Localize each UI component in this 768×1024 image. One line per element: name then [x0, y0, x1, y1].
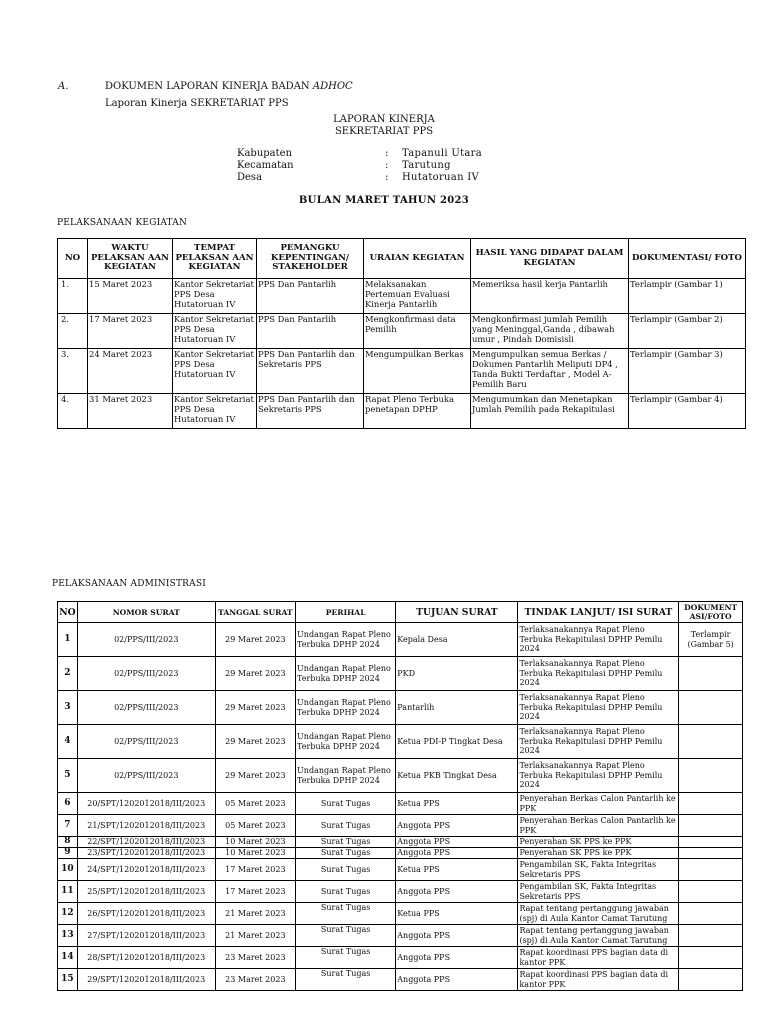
- cell-dokumentasi: [679, 815, 743, 837]
- info-colon: :: [385, 148, 389, 159]
- cell-tindak-lanjut: Terlaksanakannya Rapat Pleno Terbuka Rekapitulasi DPHP Pemilu 2024: [518, 623, 679, 657]
- cell-tanggal-surat: 21 Maret 2023: [215, 903, 295, 925]
- info-value: Tarutung: [402, 160, 451, 171]
- cell-tindak-lanjut: Terlaksanakannya Rapat Pleno Terbuka Rekapitulasi DPHP Pemilu 2024: [518, 691, 679, 725]
- cell-tujuan-surat: Kepala Desa: [396, 623, 518, 657]
- table-header-row: [58, 239, 746, 279]
- cell-dokumentasi: Terlampir (Gambar 1): [629, 279, 746, 314]
- column-header: TANGGAL SURAT: [215, 602, 295, 623]
- column-header: DOKUMENT ASI/FOTO: [679, 602, 743, 623]
- cell-dokumentasi: [679, 848, 743, 859]
- table-row: [58, 349, 746, 394]
- column-header: PEMANGKU KEPENTINGAN/ STAKEHOLDER: [257, 239, 364, 279]
- cell-tindak-lanjut: Terlaksanakannya Rapat Pleno Terbuka Rekapitulasi DPHP Pemilu 2024: [518, 759, 679, 793]
- cell-tanggal-surat: 29 Maret 2023: [215, 691, 295, 725]
- cell-tindak-lanjut: Rapat koordinasi PPS bagian data di kantor PPK: [518, 969, 679, 991]
- cell-tindak-lanjut: Rapat tentang pertanggung jawaban (spj) di Aula Kantor Camat Tarutung: [518, 903, 679, 925]
- cell-no: 13: [58, 925, 78, 947]
- cell-nomor-surat: 02/PPS/III/2023: [77, 759, 215, 793]
- cell-tindak-lanjut: Penyerahan Berkas Calon Pantarlih ke PPK: [518, 793, 679, 815]
- table-row: [58, 279, 746, 314]
- cell-nomor-surat: 23/SPT/1202012018/III/2023: [77, 848, 215, 859]
- cell-waktu: 17 Maret 2023: [88, 314, 173, 349]
- table-row: [58, 394, 746, 429]
- cell-perihal: Surat Tugas: [296, 793, 396, 815]
- cell-tujuan-surat: Ketua PPS: [396, 859, 518, 881]
- cell-tanggal-surat: 29 Maret 2023: [215, 759, 295, 793]
- cell-dokumentasi: [679, 691, 743, 725]
- cell-tujuan-surat: Ketua PKB Tingkat Desa: [396, 759, 518, 793]
- cell-tempat: Kantor Sekretariat PPS Desa Hutatoruan IV: [173, 394, 257, 429]
- cell-hasil: Memeriksa hasil kerja Pantarlih: [471, 279, 629, 314]
- cell-nomor-surat: 21/SPT/1202012018/III/2023: [77, 815, 215, 837]
- column-header: TINDAK LANJUT/ ISI SURAT: [518, 602, 679, 623]
- center-subtitle: SEKRETARIAT PPS: [334, 126, 434, 137]
- cell-no: 2: [58, 657, 78, 691]
- cell-nomor-surat: 28/SPT/1202012018/III/2023: [77, 947, 215, 969]
- cell-no: 3.: [58, 349, 88, 394]
- cell-perihal: Undangan Rapat Pleno Terbuka DPHP 2024: [296, 623, 396, 657]
- cell-dokumentasi: [679, 903, 743, 925]
- cell-nomor-surat: 22/SPT/1202012018/III/2023: [77, 837, 215, 848]
- center-title: LAPORAN KINERJA: [333, 114, 435, 125]
- cell-dokumentasi: [679, 969, 743, 991]
- table-header-row: [58, 602, 743, 623]
- cell-no: 10: [58, 859, 78, 881]
- cell-tujuan-surat: Anggota PPS: [396, 848, 518, 859]
- cell-tanggal-surat: 05 Maret 2023: [215, 815, 295, 837]
- info-row: [237, 148, 557, 160]
- cell-dokumentasi: Terlampir (Gambar 2): [629, 314, 746, 349]
- cell-tujuan-surat: PKD: [396, 657, 518, 691]
- cell-tujuan-surat: Anggota PPS: [396, 947, 518, 969]
- cell-tanggal-surat: 10 Maret 2023: [215, 848, 295, 859]
- table-row: [58, 725, 743, 759]
- location-info: [237, 148, 557, 188]
- info-row: [237, 160, 557, 172]
- info-value: Tapanuli Utara: [402, 148, 483, 159]
- report-subtitle: Laporan Kinerja SEKRETARIAT PPS: [105, 98, 289, 109]
- cell-perihal: Undangan Rapat Pleno Terbuka DPHP 2024: [296, 759, 396, 793]
- cell-tempat: Kantor Sekretariat PPS Desa Hutatoruan IV: [173, 349, 257, 394]
- cell-dokumentasi: [679, 881, 743, 903]
- cell-pemangku: PPS Dan Pantarlih: [257, 279, 364, 314]
- table-row: [58, 759, 743, 793]
- info-label: Kabupaten: [237, 148, 293, 159]
- cell-uraian: Melaksanakan Pertemuan Evaluasi Kinerja Pantarlih: [364, 279, 471, 314]
- table-row: [58, 848, 743, 859]
- cell-tujuan-surat: Ketua PPS: [396, 793, 518, 815]
- cell-dokumentasi: Terlampir (Gambar 3): [629, 349, 746, 394]
- section-letter: A.: [58, 81, 69, 92]
- cell-tanggal-surat: 23 Maret 2023: [215, 947, 295, 969]
- cell-tanggal-surat: 17 Maret 2023: [215, 859, 295, 881]
- cell-perihal: Surat Tugas: [296, 969, 396, 991]
- column-header: DOKUMENTASI/ FOTO: [629, 239, 746, 279]
- cell-pemangku: PPS Dan Pantarlih dan Sekretaris PPS: [257, 349, 364, 394]
- table-row: [58, 925, 743, 947]
- cell-tanggal-surat: 29 Maret 2023: [215, 623, 295, 657]
- cell-no: 4: [58, 725, 78, 759]
- cell-no: 15: [58, 969, 78, 991]
- kegiatan-table: [57, 238, 746, 429]
- kegiatan-heading: PELAKSANAAN KEGIATAN: [57, 218, 188, 228]
- cell-hasil: Mengumumkan dan Menetapkan Jumlah Pemilih pada Rekapitulasi: [471, 394, 629, 429]
- cell-tanggal-surat: 21 Maret 2023: [215, 925, 295, 947]
- cell-dokumentasi: [679, 947, 743, 969]
- cell-perihal: Surat Tugas: [296, 815, 396, 837]
- cell-nomor-surat: 29/SPT/1202012018/III/2023: [77, 969, 215, 991]
- cell-no: 1.: [58, 279, 88, 314]
- cell-waktu: 31 Maret 2023: [88, 394, 173, 429]
- table-row: [58, 947, 743, 969]
- cell-tujuan-surat: Ketua PDI-P Tingkat Desa: [396, 725, 518, 759]
- table-row: [58, 314, 746, 349]
- cell-tanggal-surat: 29 Maret 2023: [215, 657, 295, 691]
- cell-no: 1: [58, 623, 78, 657]
- cell-perihal: Undangan Rapat Pleno Terbuka DPHP 2024: [296, 657, 396, 691]
- column-header: TEMPAT PELAKSAN AAN KEGIATAN: [173, 239, 257, 279]
- cell-tujuan-surat: Anggota PPS: [396, 925, 518, 947]
- cell-dokumentasi: [679, 925, 743, 947]
- table-row: [58, 859, 743, 881]
- cell-tujuan-surat: Anggota PPS: [396, 815, 518, 837]
- cell-nomor-surat: 02/PPS/III/2023: [77, 657, 215, 691]
- cell-perihal: Surat Tugas: [296, 903, 396, 925]
- cell-tanggal-surat: 17 Maret 2023: [215, 881, 295, 903]
- table-row: [58, 657, 743, 691]
- administrasi-table: [57, 601, 743, 991]
- table-row: [58, 623, 743, 657]
- cell-no: 4.: [58, 394, 88, 429]
- section-title-italic: ADHOC: [312, 81, 353, 92]
- cell-tanggal-surat: 10 Maret 2023: [215, 837, 295, 848]
- cell-perihal: Surat Tugas: [296, 881, 396, 903]
- info-label: Kecamatan: [237, 160, 294, 171]
- table-row: [58, 969, 743, 991]
- cell-no: 12: [58, 903, 78, 925]
- column-header: NO: [58, 239, 88, 279]
- cell-perihal: Surat Tugas: [296, 925, 396, 947]
- cell-pemangku: PPS Dan Pantarlih: [257, 314, 364, 349]
- cell-waktu: 15 Maret 2023: [88, 279, 173, 314]
- report-period: BULAN MARET TAHUN 2023: [298, 195, 470, 206]
- cell-perihal: Undangan Rapat Pleno Terbuka DPHP 2024: [296, 725, 396, 759]
- table-row: [58, 815, 743, 837]
- column-header: NO: [58, 602, 78, 623]
- cell-nomor-surat: 25/SPT/1202012018/III/2023: [77, 881, 215, 903]
- cell-no: 14: [58, 947, 78, 969]
- cell-tempat: Kantor Sekretariat PPS Desa Hutatoruan IV: [173, 314, 257, 349]
- cell-uraian: Mengkonfirmasi data Pemilih: [364, 314, 471, 349]
- cell-hasil: Mengkonfirmasi jumlah Pemilih yang Meninggal,Ganda , dibawah umur , Pindah Domisisli: [471, 314, 629, 349]
- cell-perihal: Surat Tugas: [296, 837, 396, 848]
- cell-dokumentasi: [679, 837, 743, 848]
- section-a-heading: [58, 81, 353, 92]
- info-colon: :: [385, 160, 389, 171]
- cell-nomor-surat: 20/SPT/1202012018/III/2023: [77, 793, 215, 815]
- column-header: HASIL YANG DIDAPAT DALAM KEGIATAN: [471, 239, 629, 279]
- cell-tindak-lanjut: Terlaksanakannya Rapat Pleno Terbuka Rekapitulasi DPHP Pemilu 2024: [518, 657, 679, 691]
- info-value: Hutatoruan IV: [402, 172, 480, 183]
- cell-no: 6: [58, 793, 78, 815]
- cell-perihal: Surat Tugas: [296, 848, 396, 859]
- cell-pemangku: PPS Dan Pantarlih dan Sekretaris PPS: [257, 394, 364, 429]
- table-row: [58, 837, 743, 848]
- cell-tanggal-surat: 29 Maret 2023: [215, 725, 295, 759]
- cell-tujuan-surat: Anggota PPS: [396, 969, 518, 991]
- cell-nomor-surat: 02/PPS/III/2023: [77, 623, 215, 657]
- cell-perihal: Surat Tugas: [296, 947, 396, 969]
- column-header: URAIAN KEGIATAN: [364, 239, 471, 279]
- cell-perihal: Surat Tugas: [296, 859, 396, 881]
- table-row: [58, 903, 743, 925]
- cell-uraian: Mengumpulkan Berkas: [364, 349, 471, 394]
- cell-tujuan-surat: Anggota PPS: [396, 837, 518, 848]
- column-header: PERIHAL: [296, 602, 396, 623]
- cell-no: 5: [58, 759, 78, 793]
- cell-nomor-surat: 24/SPT/1202012018/III/2023: [77, 859, 215, 881]
- section-title: DOKUMEN LAPORAN KINERJA BADAN: [105, 81, 310, 92]
- table-row: [58, 691, 743, 725]
- cell-hasil: Mengumpulkan semua Berkas / Dokumen Pantarlih Meliputi DP4 , Tanda Bukti Terdaftar , Model A-Pemilih Baru: [471, 349, 629, 394]
- cell-tempat: Kantor Sekretariat PPS Desa Hutatoruan IV: [173, 279, 257, 314]
- column-header: TUJUAN SURAT: [396, 602, 518, 623]
- table-row: [58, 881, 743, 903]
- cell-perihal: Undangan Rapat Pleno Terbuka DPHP 2024: [296, 691, 396, 725]
- cell-no: 8: [58, 837, 78, 848]
- column-header: NOMOR SURAT: [77, 602, 215, 623]
- cell-tindak-lanjut: Terlaksanakannya Rapat Pleno Terbuka Rekapitulasi DPHP Pemilu 2024: [518, 725, 679, 759]
- cell-tujuan-surat: Anggota PPS: [396, 881, 518, 903]
- cell-no: 3: [58, 691, 78, 725]
- cell-no: 11: [58, 881, 78, 903]
- cell-nomor-surat: 26/SPT/1202012018/III/2023: [77, 903, 215, 925]
- cell-nomor-surat: 02/PPS/III/2023: [77, 725, 215, 759]
- cell-no: 9: [58, 848, 78, 859]
- cell-dokumentasi: [679, 793, 743, 815]
- cell-waktu: 24 Maret 2023: [88, 349, 173, 394]
- cell-tujuan-surat: Ketua PPS: [396, 903, 518, 925]
- cell-no: 2.: [58, 314, 88, 349]
- cell-dokumentasi: Terlampir (Gambar 4): [629, 394, 746, 429]
- cell-tindak-lanjut: Rapat koordinasi PPS bagian data di kantor PPK: [518, 947, 679, 969]
- info-colon: :: [385, 172, 389, 183]
- cell-dokumentasi: [679, 657, 743, 691]
- cell-dokumentasi: [679, 759, 743, 793]
- cell-tindak-lanjut: Penyerahan SK PPS ke PPK: [518, 848, 679, 859]
- cell-no: 7: [58, 815, 78, 837]
- cell-dokumentasi: [679, 859, 743, 881]
- administrasi-heading: PELAKSANAAN ADMINISTRASI: [52, 579, 206, 589]
- info-row: [237, 172, 557, 184]
- cell-tindak-lanjut: Rapat tentang pertanggung jawaban (spj) di Aula Kantor Camat Tarutung: [518, 925, 679, 947]
- cell-tindak-lanjut: Penyerahan SK PPS ke PPK: [518, 837, 679, 848]
- column-header: WAKTU PELAKSAN AAN KEGIATAN: [88, 239, 173, 279]
- cell-nomor-surat: 02/PPS/III/2023: [77, 691, 215, 725]
- info-label: Desa: [237, 172, 263, 183]
- cell-tindak-lanjut: Pengambilan SK, Fakta Integritas Sekretaris PPS: [518, 859, 679, 881]
- cell-tanggal-surat: 23 Maret 2023: [215, 969, 295, 991]
- table-row: [58, 793, 743, 815]
- cell-dokumentasi: [679, 725, 743, 759]
- cell-tujuan-surat: Pantarlih: [396, 691, 518, 725]
- cell-uraian: Rapat Pleno Terbuka penetapan DPHP: [364, 394, 471, 429]
- cell-tindak-lanjut: Pengambilan SK, Fakta Integritas Sekretaris PPS: [518, 881, 679, 903]
- cell-nomor-surat: 27/SPT/1202012018/III/2023: [77, 925, 215, 947]
- cell-dokumentasi: Terlampir (Gambar 5): [679, 623, 743, 657]
- cell-tanggal-surat: 05 Maret 2023: [215, 793, 295, 815]
- cell-tindak-lanjut: Penyerahan Berkas Calon Pantarlih ke PPK: [518, 815, 679, 837]
